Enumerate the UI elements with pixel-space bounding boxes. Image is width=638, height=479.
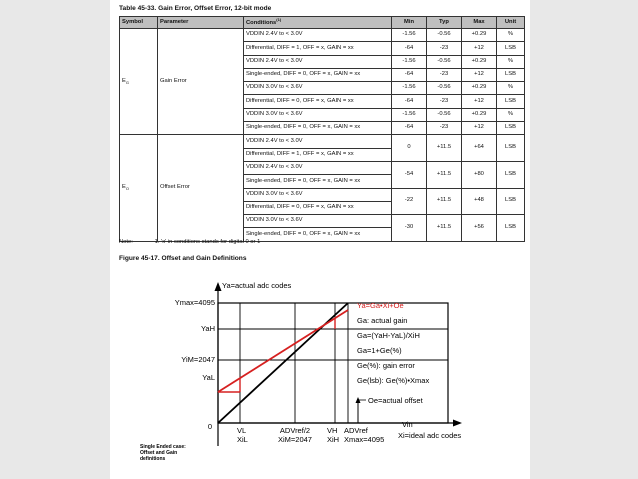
max-cell: +80 — [462, 161, 497, 188]
figure-caption: Figure 45-17. Offset and Gain Definitions — [119, 255, 247, 262]
y-tick-yal: YaL — [202, 373, 215, 382]
x-tick-xim: XiM=2047 — [278, 435, 312, 444]
equation-3: Ga=1+Ge(%) — [357, 346, 402, 355]
unit-cell: % — [497, 108, 525, 121]
offset-label: Oe=actual offset — [368, 396, 423, 405]
condition-cell: VDDIN 2.4V to < 3.0V — [244, 135, 392, 148]
max-cell: +12 — [462, 95, 497, 108]
min-cell: -64 — [392, 42, 427, 55]
symbol-cell — [120, 29, 158, 135]
min-cell: -64 — [392, 95, 427, 108]
max-cell: +0.29 — [462, 29, 497, 42]
typ-cell: +11.5 — [427, 161, 462, 188]
max-cell: +12 — [462, 42, 497, 55]
typ-cell: -23 — [427, 122, 462, 135]
unit-cell: LSB — [497, 188, 525, 215]
equation-2: Ga=(YaH-YaL)/XiH — [357, 331, 420, 340]
table-note — [119, 239, 260, 245]
note-number: 1. — [154, 239, 160, 245]
y-tick-ymax: Ymax=4095 — [174, 298, 215, 307]
x-tick-xmax: Xmax=4095 — [344, 435, 385, 444]
header-parameter: Parameter — [158, 17, 244, 29]
min-cell: -1.56 — [392, 29, 427, 42]
parameter-cell: Gain Error — [158, 29, 244, 135]
min-cell: -1.56 — [392, 82, 427, 95]
condition-cell: VDDIN 3.0V to < 3.6V — [244, 108, 392, 121]
note-text: 'x' in conditions stands for digital 0 or 1 — [161, 239, 261, 245]
y-axis-arrow — [215, 282, 222, 291]
table-header-row — [120, 17, 525, 29]
min-cell: -64 — [392, 68, 427, 81]
x-axis-title: Vin — [402, 420, 413, 429]
symbol-cell — [120, 135, 158, 241]
max-cell: +56 — [462, 215, 497, 242]
actual-transfer-line — [218, 310, 348, 392]
condition-cell: VDDIN 3.0V to < 3.6V — [244, 82, 392, 95]
typ-cell: -23 — [427, 68, 462, 81]
x-tick-vl: VL — [237, 426, 247, 435]
unit-cell: LSB — [497, 95, 525, 108]
unit-cell: LSB — [497, 42, 525, 55]
min-cell: -64 — [392, 122, 427, 135]
min-cell: -22 — [392, 188, 427, 215]
equation-4: Ge(%): gain error — [357, 361, 415, 370]
typ-cell: +11.5 — [427, 135, 462, 162]
unit-cell: LSB — [497, 161, 525, 188]
header-conditions-superscript: (1) — [276, 17, 282, 23]
unit-cell: LSB — [497, 68, 525, 81]
condition-cell: VDDIN 3.0V to < 3.6V — [244, 215, 392, 228]
ideal-transfer-line — [218, 303, 348, 423]
typ-cell: -23 — [427, 95, 462, 108]
max-cell: +64 — [462, 135, 497, 162]
condition-cell: Single-ended, DIFF = 0, OFF = x, GAIN = xx — [244, 175, 392, 188]
symbol-subscript: O — [125, 186, 129, 192]
corner-note-3: definitions — [140, 456, 166, 462]
typ-cell: -0.56 — [427, 55, 462, 68]
max-cell: +0.29 — [462, 82, 497, 95]
table-caption: Table 45-33. Gain Error, Offset Error, 12-bit mode — [119, 5, 272, 12]
x-tick-advref2: ADVref/2 — [279, 426, 311, 435]
condition-cell: Differential, DIFF = 1, OFF = x, GAIN = xx — [244, 42, 392, 55]
equation-1: Ga: actual gain — [357, 316, 408, 325]
min-cell: -1.56 — [392, 108, 427, 121]
equation-5: Ge(lsb): Ge(%)•Xmax — [357, 376, 430, 385]
condition-cell: VDDIN 2.4V to < 3.0V — [244, 29, 392, 42]
table-row — [120, 29, 525, 42]
unit-cell: LSB — [497, 215, 525, 242]
typ-cell: -0.56 — [427, 108, 462, 121]
header-conditions — [244, 17, 392, 29]
min-cell: 0 — [392, 135, 427, 162]
condition-cell: Single-ended, DIFF = 0, OFF = x, GAIN = xx — [244, 228, 392, 241]
condition-cell: Differential, DIFF = 1, OFF = x, GAIN = xx — [244, 148, 392, 161]
typ-cell: -23 — [427, 42, 462, 55]
origin-label: 0 — [207, 422, 212, 431]
max-cell: +0.29 — [462, 108, 497, 121]
typ-cell: -0.56 — [427, 29, 462, 42]
condition-cell: Differential, DIFF = 0, OFF = x, GAIN = xx — [244, 201, 392, 214]
header-conditions-label: Conditions — [246, 20, 277, 27]
max-cell: +12 — [462, 122, 497, 135]
unit-cell: % — [497, 55, 525, 68]
typ-cell: +11.5 — [427, 188, 462, 215]
x-tick-vh: VH — [327, 426, 338, 435]
header-unit: Unit — [497, 17, 525, 29]
typ-cell: -0.56 — [427, 82, 462, 95]
unit-cell: LSB — [497, 122, 525, 135]
condition-cell: Single-ended, DIFF = 0, OFF = x, GAIN = xx — [244, 122, 392, 135]
y-tick-yim: YiM=2047 — [181, 355, 215, 364]
unit-cell: LSB — [497, 135, 525, 162]
header-symbol: Symbol — [120, 17, 158, 29]
y-axis-title: Ya=actual adc codes — [222, 281, 292, 290]
unit-cell: % — [497, 82, 525, 95]
corner-note-1: Single Ended case: — [140, 444, 186, 450]
offset-gain-diagram — [140, 268, 480, 473]
min-cell: -1.56 — [392, 55, 427, 68]
symbol-letter: E — [122, 183, 126, 190]
condition-cell: VDDIN 2.4V to < 3.0V — [244, 161, 392, 174]
parameter-cell: Offset Error — [158, 135, 244, 241]
condition-cell: VDDIN 2.4V to < 3.0V — [244, 55, 392, 68]
max-cell: +48 — [462, 188, 497, 215]
condition-cell: Single-ended, DIFF = 0, OFF = x, GAIN = xx — [244, 68, 392, 81]
condition-cell: VDDIN 3.0V to < 3.6V — [244, 188, 392, 201]
header-max: Max — [462, 17, 497, 29]
actual-line-label: Ya=Ga•Xi+Oe — [357, 301, 404, 310]
x-tick-xih: XiH — [327, 435, 340, 444]
x-tick-xil: XiL — [237, 435, 248, 444]
min-cell: -54 — [392, 161, 427, 188]
y-tick-yah: YaH — [200, 324, 215, 333]
spec-table — [119, 16, 525, 242]
header-min: Min — [392, 17, 427, 29]
max-cell: +12 — [462, 68, 497, 81]
condition-cell: Differential, DIFF = 0, OFF = x, GAIN = xx — [244, 95, 392, 108]
typ-cell: +11.5 — [427, 215, 462, 242]
unit-cell: % — [497, 29, 525, 42]
min-cell: -30 — [392, 215, 427, 242]
max-cell: +0.29 — [462, 55, 497, 68]
x-axis-note: Xi=ideal adc codes — [398, 431, 462, 440]
header-typ: Typ — [427, 17, 462, 29]
table-row — [120, 135, 525, 148]
corner-note-2: Offset and Gain — [140, 450, 178, 456]
symbol-letter: E — [122, 77, 126, 84]
x-axis-arrow — [453, 420, 462, 427]
x-tick-advref: ADVref — [344, 426, 368, 435]
symbol-subscript: G — [125, 79, 129, 85]
note-label: Note: — [119, 239, 133, 245]
